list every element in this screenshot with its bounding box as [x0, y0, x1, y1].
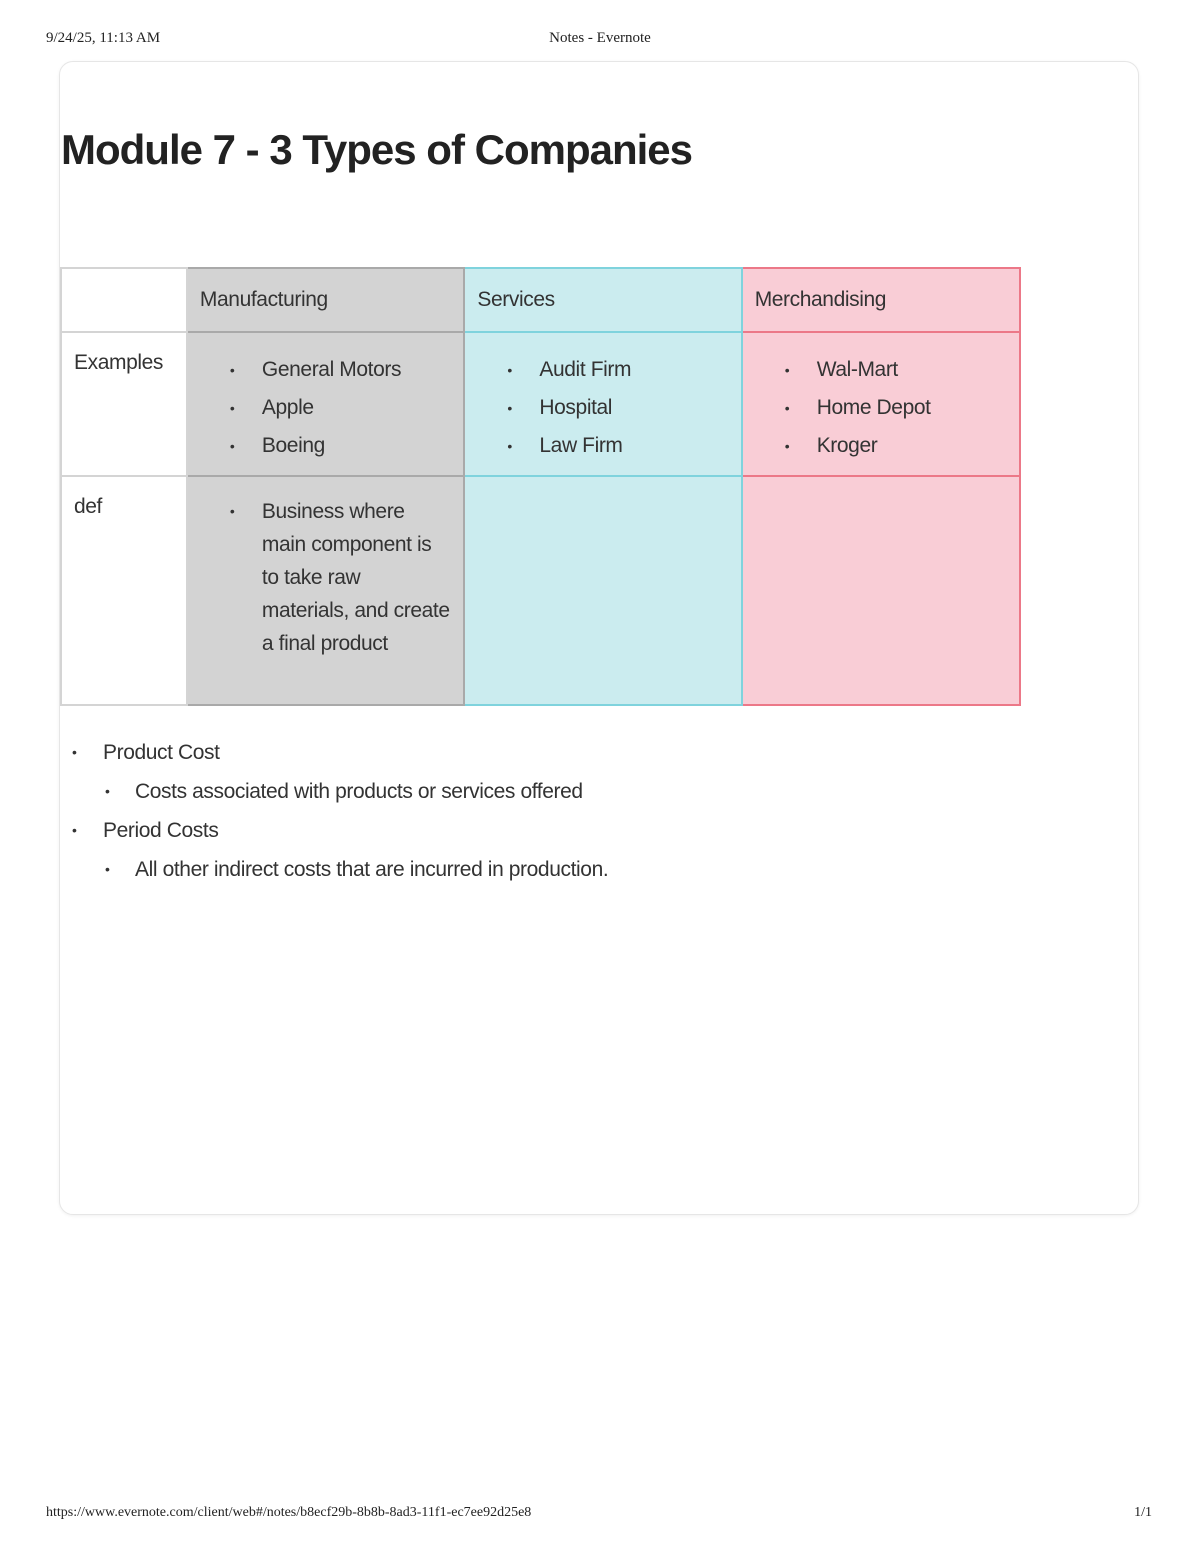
list-item: • Kroger — [817, 427, 1007, 465]
print-datetime: 9/24/25, 11:13 AM — [46, 30, 161, 46]
companies-table — [60, 267, 1021, 706]
table-header-row — [61, 268, 1020, 332]
print-page-title: Notes - Evernote — [549, 30, 651, 46]
bullet-period-costs: Period Costs — [103, 819, 219, 842]
header-manufacturing: Manufacturing — [187, 268, 464, 332]
print-page-number: 1/1 — [1134, 1505, 1152, 1520]
list-item: • Business where main component is to take raw materials, and create a final product — [262, 495, 451, 660]
cell-manufacturing-def — [187, 476, 464, 705]
services-examples-list — [477, 351, 728, 465]
list-item: • General Motors — [262, 351, 451, 389]
note-title: Module 7 - 3 Types of Companies — [61, 126, 692, 173]
header-services: Services — [464, 268, 741, 332]
period-costs-sublist — [103, 850, 608, 889]
bullet-product-cost: Product Cost — [103, 741, 220, 764]
list-item: • Apple — [262, 389, 451, 427]
row-label-examples: Examples — [61, 332, 187, 476]
table-row — [61, 332, 1020, 476]
list-item: • All other indirect costs that are incurred in production. — [103, 850, 608, 889]
list-item: • Home Depot — [817, 389, 1007, 427]
list-item: • Audit Firm — [539, 351, 728, 389]
list-item: • Costs associated with products or services offered — [103, 772, 608, 811]
cost-notes-list — [62, 733, 608, 889]
cell-services-examples — [464, 332, 741, 476]
cell-manufacturing-examples — [187, 332, 464, 476]
cell-merchandising-def — [742, 476, 1020, 705]
row-label-def: def — [61, 476, 187, 705]
cell-merchandising-examples — [742, 332, 1020, 476]
list-item: • Wal-Mart — [817, 351, 1007, 389]
print-header — [0, 30, 1200, 50]
table-header-corner — [61, 268, 187, 332]
print-footer — [0, 1505, 1200, 1525]
list-item: • Hospital — [539, 389, 728, 427]
manufacturing-def-list — [200, 495, 451, 660]
header-merchandising: Merchandising — [742, 268, 1020, 332]
product-cost-sublist — [103, 772, 608, 811]
merchandising-examples-list — [755, 351, 1007, 465]
list-item — [62, 733, 608, 811]
list-item: • Law Firm — [539, 427, 728, 465]
list-item — [62, 811, 608, 889]
cell-services-def — [464, 476, 741, 705]
print-url: https://www.evernote.com/client/web#/notes/b8ecf29b-8b8b-8ad3-11f1-ec7ee92d25e8 — [46, 1505, 532, 1520]
table-row — [61, 476, 1020, 705]
manufacturing-examples-list — [200, 351, 451, 465]
list-item: • Boeing — [262, 427, 451, 465]
